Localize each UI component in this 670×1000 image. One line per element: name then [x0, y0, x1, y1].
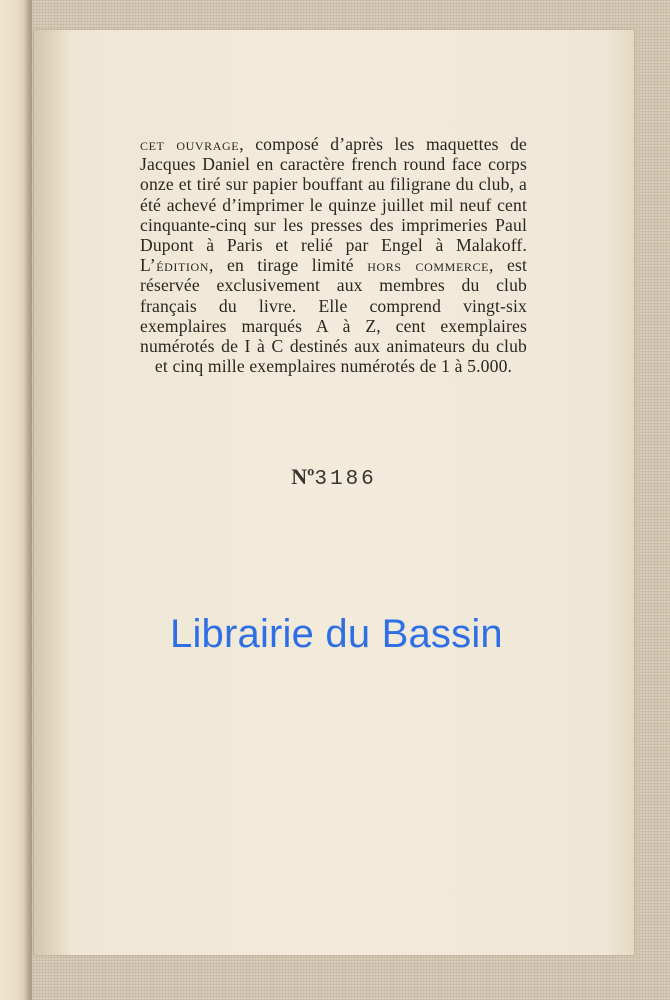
- colophon-body-1: , composé d’après les maquettes de Jacques Daniel en caractère french round face corps onze et tiré sur papier bouffant au filigrane du club, a été achevé d’imprimer le quinze juillet mil neuf cent cinquante-cinq sur les presses des imprimeries Paul Dupont à Paris et relié par Engel à Malakoff.: [140, 134, 527, 256]
- colophon-text: [140, 134, 527, 376]
- copy-number: [34, 464, 634, 491]
- colophon-lead: cet ouvrage: [140, 134, 240, 154]
- gutter-shadow: [24, 0, 32, 1000]
- watermark-text: Librairie du Bassin: [170, 612, 503, 656]
- page-spine-shadow: [34, 30, 74, 955]
- colophon-page: [34, 30, 634, 955]
- colophon-body-2: , en tirage limité: [209, 255, 368, 276]
- colophon-body-3: , est réservée exclusivement aux membres du club français du livre. Elle comprend vingt-six exemplaires marqués A à Z, cent exemplaires numérotés de I à C destinés aux animateurs du club et cinq mille exemplaires numérotés de 1 à 5.000.: [140, 255, 528, 377]
- number-value: 3186: [314, 468, 377, 491]
- number-prefix: Nº: [291, 464, 315, 489]
- colophon-hors-commerce: hors commerce: [367, 255, 490, 276]
- colophon-edition: L’édition: [140, 255, 210, 276]
